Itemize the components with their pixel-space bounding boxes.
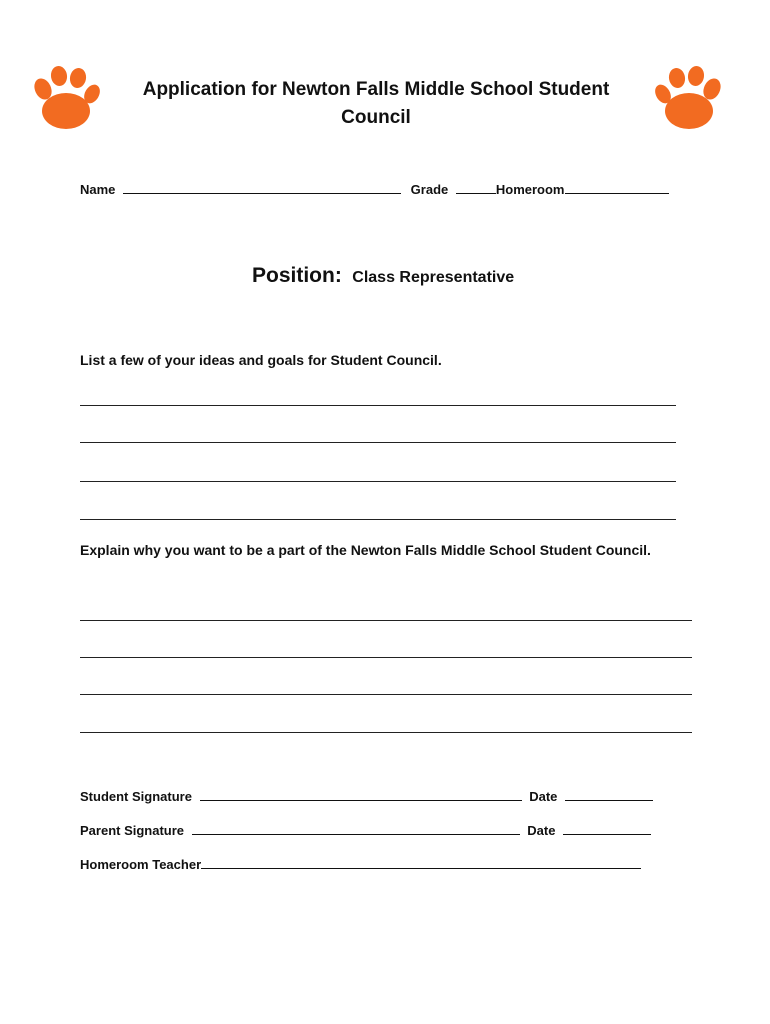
answer-line[interactable] <box>80 442 676 443</box>
answer-line[interactable] <box>80 481 676 482</box>
student-date-field[interactable] <box>565 788 653 801</box>
homeroom-field[interactable] <box>565 181 669 194</box>
name-field[interactable] <box>123 181 401 194</box>
grade-field[interactable] <box>456 181 496 194</box>
parent-signature-field[interactable] <box>192 822 520 835</box>
title-line-1: Application for Newton Falls Middle School Student <box>142 79 610 100</box>
answer-line[interactable] <box>80 620 692 621</box>
date-label: Date <box>527 823 556 838</box>
position-label: Position: <box>252 264 342 287</box>
teacher-signature-row <box>80 856 641 872</box>
date-label: Date <box>529 789 558 804</box>
answer-line[interactable] <box>80 657 692 658</box>
name-label: Name <box>80 182 116 197</box>
parent-signature-row <box>80 822 651 838</box>
answer-line[interactable] <box>80 519 676 520</box>
student-signature-row <box>80 788 653 804</box>
title-line-2: Council <box>341 107 411 128</box>
page-title <box>120 76 632 132</box>
parent-signature-label: Parent Signature <box>80 823 185 838</box>
answer-line[interactable] <box>80 732 692 733</box>
homeroom-teacher-field[interactable] <box>201 856 641 869</box>
position-value: Class Representative <box>352 269 515 286</box>
grade-label: Grade <box>410 182 449 197</box>
question-why-join: Explain why you want to be a part of the Newton Falls Middle School Student Council. <box>80 542 651 558</box>
homeroom-teacher-label: Homeroom Teacher <box>80 857 202 872</box>
tiger-paw-logo-icon <box>32 64 102 132</box>
parent-date-field[interactable] <box>563 822 651 835</box>
student-signature-label: Student Signature <box>80 789 192 804</box>
tiger-paw-logo-icon <box>653 64 723 132</box>
position-heading <box>252 264 514 288</box>
answer-line[interactable] <box>80 405 676 406</box>
homeroom-label: Homeroom <box>495 182 565 197</box>
answer-line[interactable] <box>80 694 692 695</box>
student-info-row <box>80 181 669 197</box>
student-signature-field[interactable] <box>200 788 522 801</box>
question-ideas-goals: List a few of your ideas and goals for Student Council. <box>80 352 442 368</box>
